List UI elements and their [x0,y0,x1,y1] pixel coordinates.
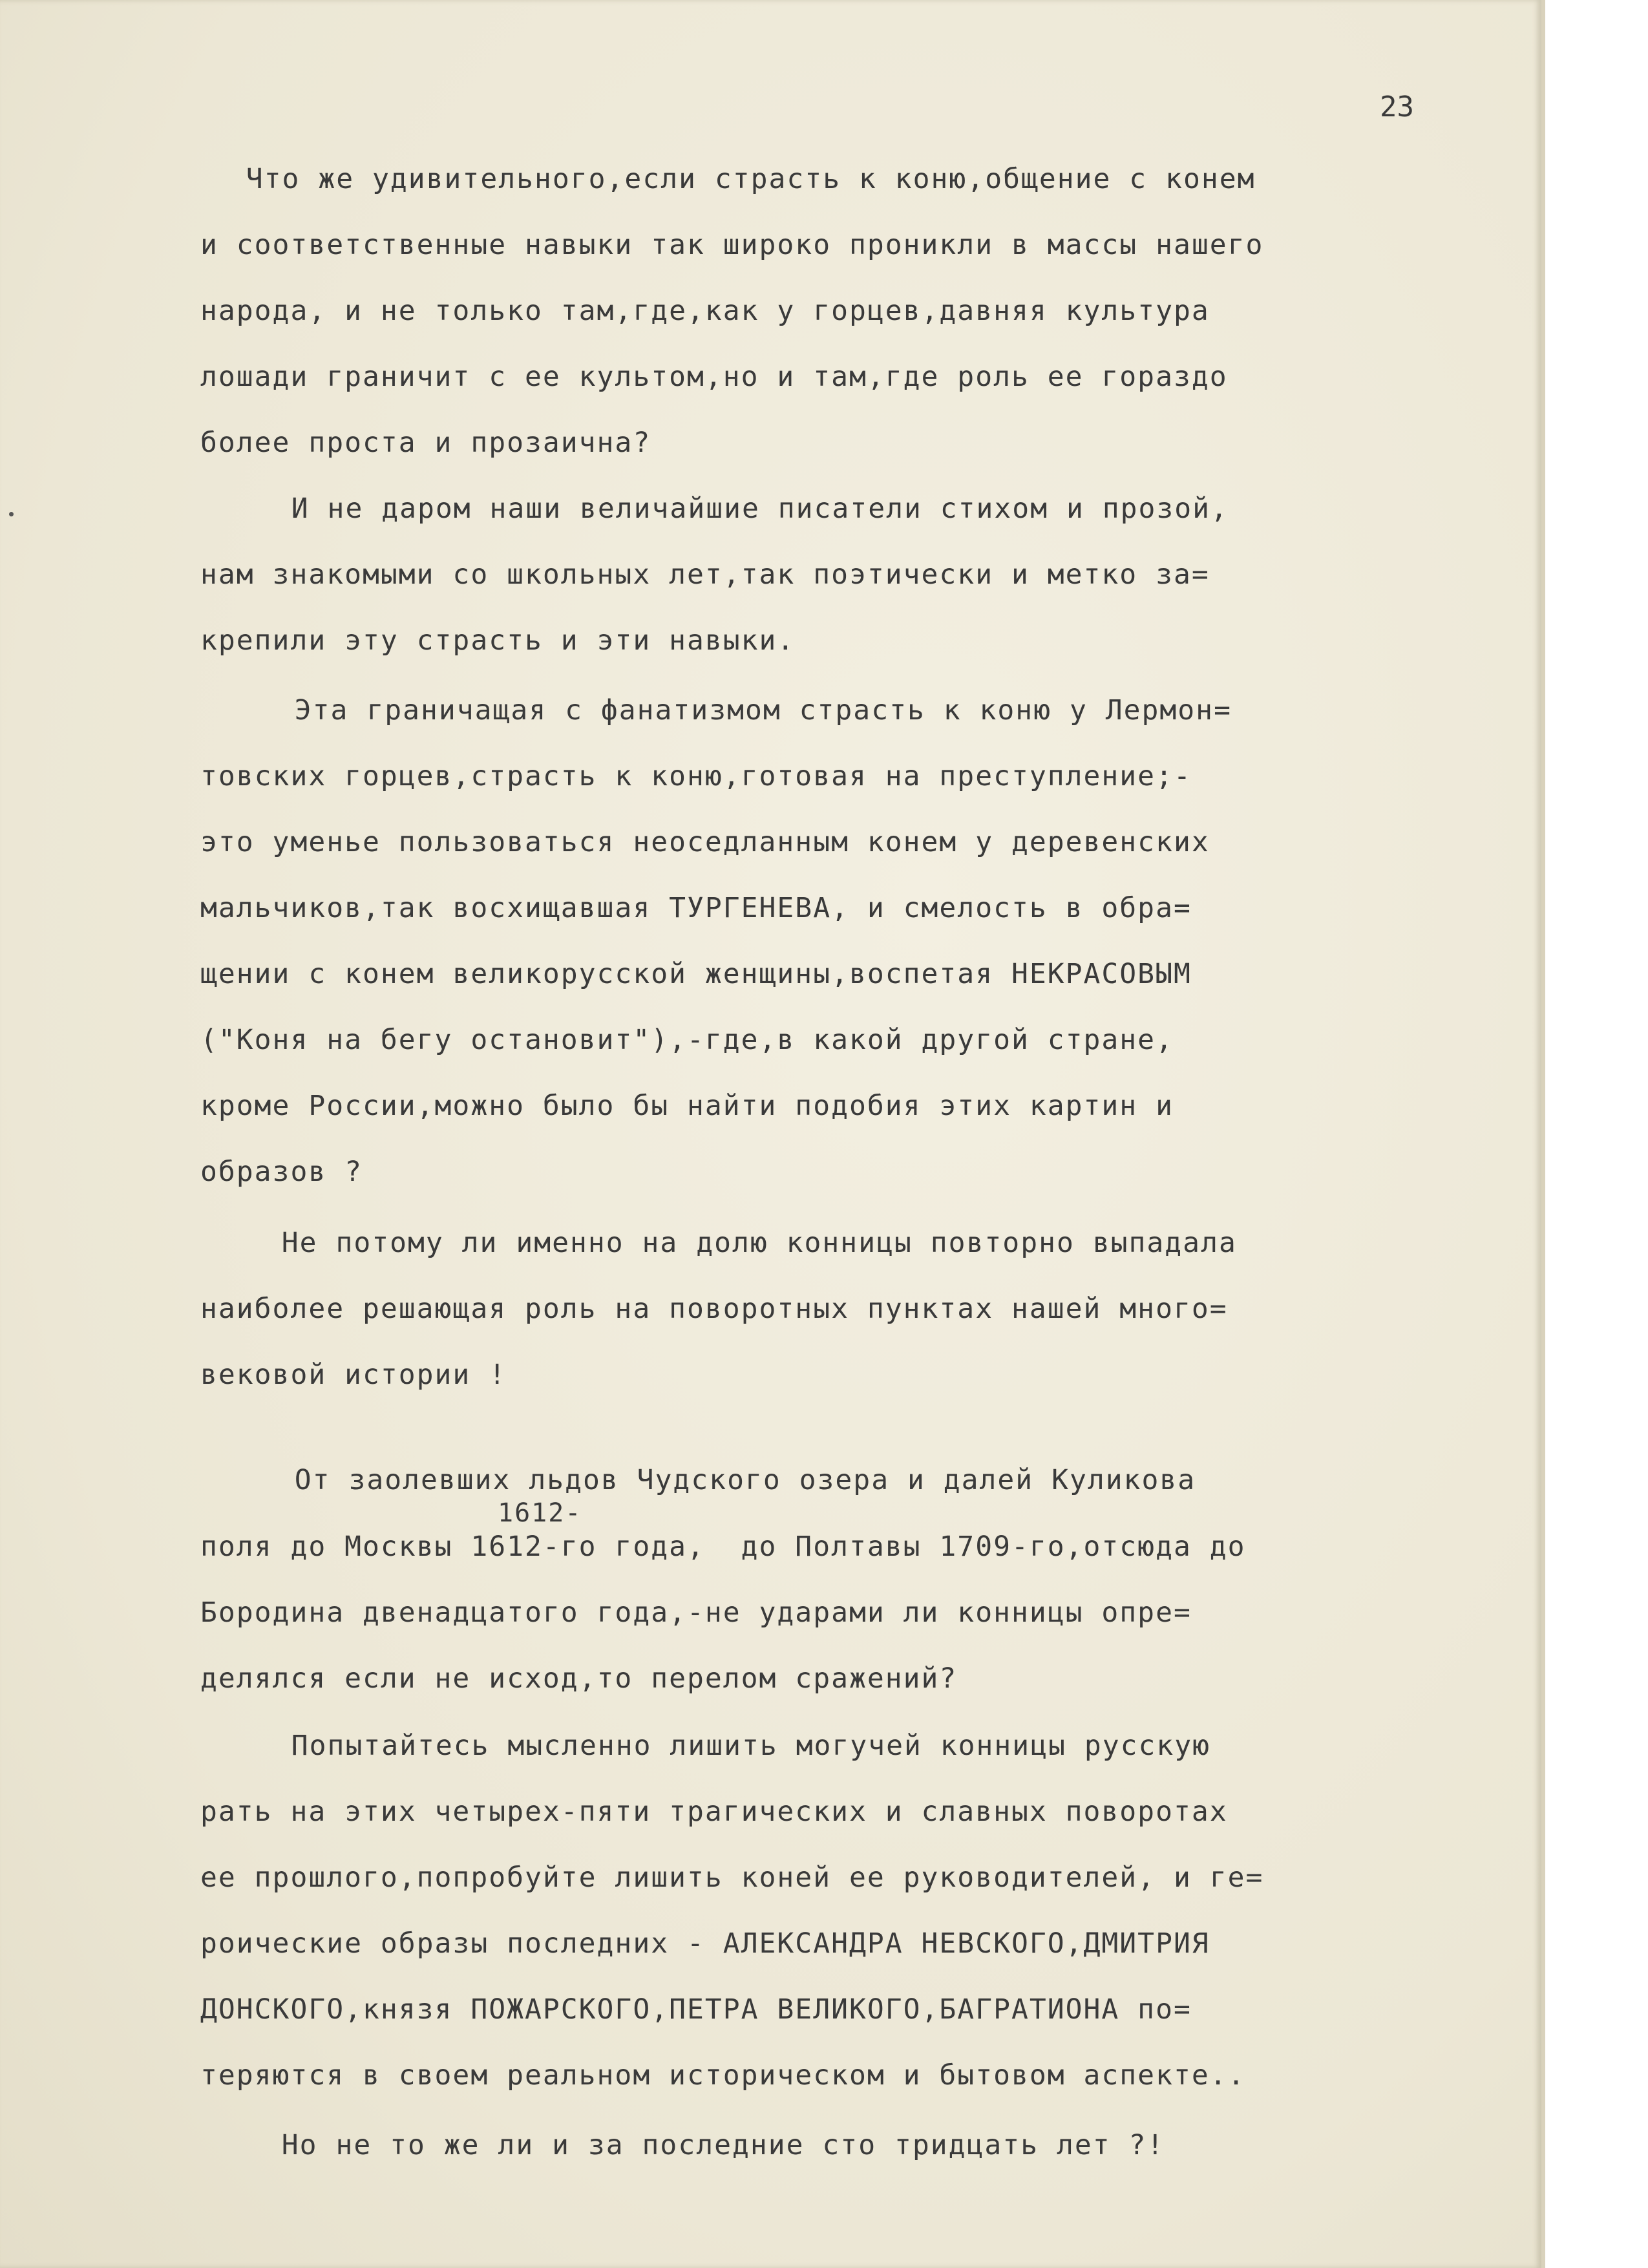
text-line: Эта граничащая с фанатизмом страсть к коню у Лермон= [259,694,1232,726]
text-line: От заолевших льдов Чудского озера и далей Куликова [259,1464,1196,1496]
text-line: ДОНСКОГО,князя ПОЖАРСКОГО,ПЕТРА ВЕЛИКОГО,БАГРАТИОНА по= [200,1993,1192,2026]
text-line: мальчиков,так восхищавшая ТУРГЕНЕВА, и смелость в обра= [200,892,1192,924]
text-line: крепили эту страсть и эти навыки. [200,624,796,657]
text-line: и соответственные навыки так широко проникли в массы нашего [200,229,1264,261]
text-line: вековой истории ! [200,1359,507,1391]
text-line: это уменье пользоваться неоседланным конем у деревенских [200,826,1210,858]
text-line: роические образы последних - АЛЕКСАНДРА НЕВСКОГО,ДМИТРИЯ [200,1927,1210,1960]
text-line: теряются в своем реальном историческом и бытовом аспекте.. [200,2059,1246,2092]
margin-mark [9,512,14,516]
page-number: 23 [1380,90,1414,123]
text-line: Попытайтесь мысленно лишить могучей конницы русскую [255,1730,1211,1762]
text-line: нам знакомыми со школьных лет,так поэтически и метко за= [200,558,1210,591]
text-line: ее прошлого,попробуйте лишить коней ее руководителей, и ге= [200,1861,1264,1894]
text-line: Не потому ли именно на долю конницы повторно выпадала [246,1227,1237,1259]
text-line: лошади граничит с ее культом,но и там,где роль ее гораздо [200,361,1228,393]
text-line: ("Коня на бегу остановит"),-где,в какой другой стране, [200,1024,1174,1056]
text-line: рать на этих четырех-пяти трагических и славных поворотах [200,1796,1228,1828]
text-line: Что же удивительного,если страсть к коню,общение с конем [210,163,1256,195]
text-line: наиболее решающая роль на поворотных пунктах нашей много= [200,1293,1228,1325]
paper-edge [1541,0,1545,2268]
text-line: образов ? [200,1156,363,1188]
text-line: Бородина двенадцатого года,-не ударами ли конницы опре= [200,1596,1192,1629]
text-line: Но не то же ли и за последние сто тридцать лет ?! [246,2129,1165,2161]
handwritten-insertion: 1612- [498,1498,582,1528]
text-line: народа, и не только там,где,как у горцев,давняя культура [200,295,1210,327]
text-line: поля до Москвы 1612-го года, до Полтавы 1709-го,отсюда до [200,1531,1246,1563]
text-line: товских горцев,страсть к коню,готовая на преступление;- [200,760,1192,792]
text-line: кроме России,можно было бы найти подобия этих картин и [200,1090,1174,1122]
text-line: И не даром наши величайшие писатели стихом и прозой, [255,493,1229,525]
text-line: более проста и прозаична? [200,427,651,459]
text-line: щении с конем великорусской женщины,воспетая НЕКРАСОВЫМ [200,958,1192,990]
text-line: делялся если не исход,то перелом сражений? [200,1662,958,1695]
